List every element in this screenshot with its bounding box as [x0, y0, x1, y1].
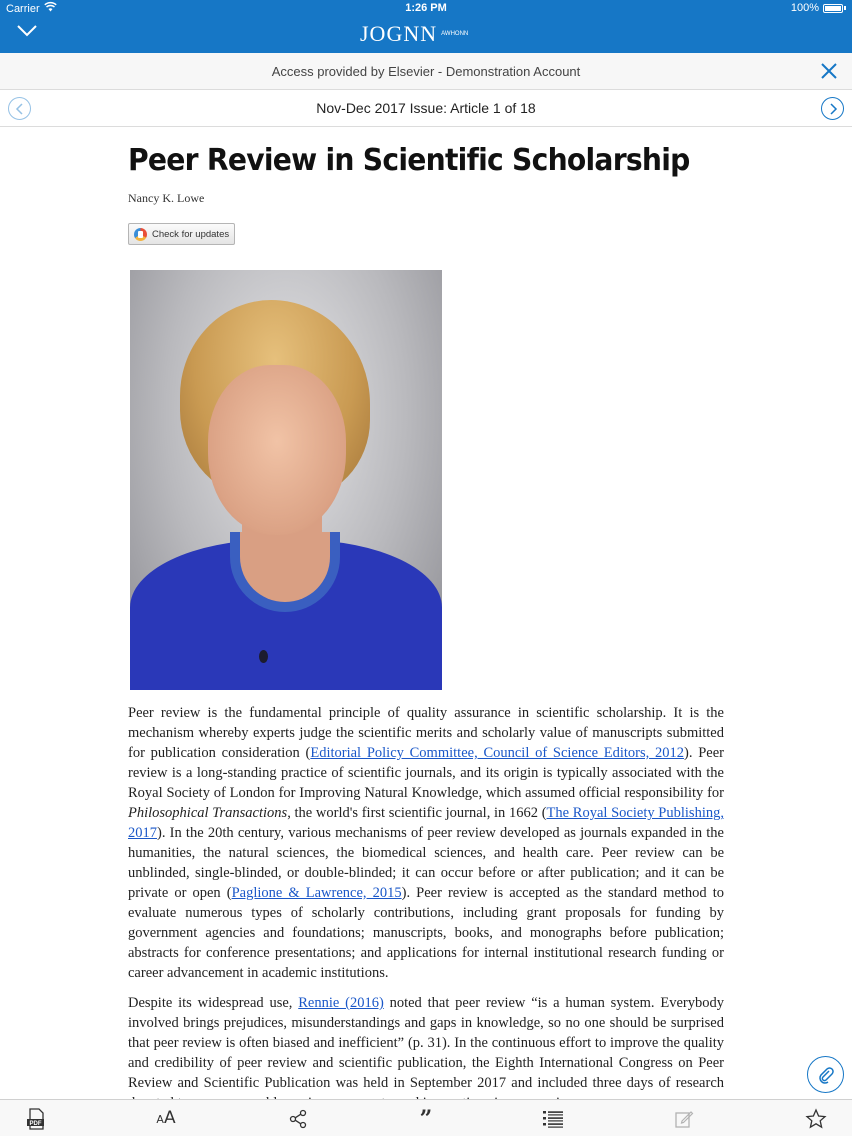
p2-text-a: Despite its widespread use,: [128, 995, 299, 1011]
citation-link-royal-society[interactable]: The Royal Society Publishing, 2017: [128, 805, 724, 841]
bottom-toolbar: [0, 1099, 852, 1136]
access-text: Access provided by Elsevier - Demonstration Account: [271, 64, 581, 79]
top-bar: [0, 0, 852, 53]
logo-badge: AWHONN: [441, 30, 469, 37]
citation-link-editorial-policy[interactable]: Editorial Policy Committee, Council of Science Editors, 2012: [310, 745, 685, 761]
font-size-button[interactable]: [154, 1107, 178, 1131]
status-bar: [0, 0, 852, 17]
issue-navigation: [0, 90, 852, 127]
article-title: Peer Review in Scientific Scholarship: [128, 143, 690, 178]
paragraph-1: [128, 703, 724, 983]
pdf-button[interactable]: [24, 1107, 48, 1131]
p1-text-c: , the world's first scientific journal, in 1662 (: [287, 805, 547, 821]
crossmark-icon: [134, 228, 147, 241]
font-size-big: A: [163, 1108, 176, 1128]
pdf-icon: [25, 1108, 47, 1130]
collapse-chevron-button[interactable]: [16, 24, 38, 44]
carrier-label: Carrier: [6, 2, 40, 15]
notes-button[interactable]: [672, 1107, 696, 1131]
battery-tip: [844, 6, 846, 10]
share-icon: [288, 1109, 308, 1129]
share-button[interactable]: [286, 1107, 310, 1131]
logo-text: JOGNN: [360, 21, 438, 46]
p1-text-d: ). In the 20th century, various mechanisms of peer review developed as journals expanded in the humanities, the natural sciences, the biomedical sciences, and health care. Peer review can be unblinded, single-blinded, or double-blinded; it can occur before or after publication; and it can be private or open (: [128, 825, 724, 901]
cite-button[interactable]: [414, 1107, 438, 1131]
photo-pendant: [259, 650, 268, 663]
author-photo: [130, 270, 442, 677]
outline-button[interactable]: [541, 1107, 565, 1131]
article-author: Nancy K. Lowe: [128, 191, 205, 205]
battery-icon: [823, 4, 843, 13]
citation-link-paglione[interactable]: Paglione & Lawrence, 2015: [231, 885, 402, 901]
access-banner: [0, 53, 852, 90]
font-size-small: A: [156, 1113, 164, 1126]
list-icon: [542, 1109, 564, 1129]
pdf-icon-label: PDF: [29, 1121, 42, 1127]
check-for-updates-label: Check for updates: [152, 228, 230, 240]
check-for-updates-button[interactable]: [128, 223, 235, 245]
close-icon: [820, 62, 838, 80]
paperclip-icon: [817, 1066, 835, 1084]
close-banner-button[interactable]: [820, 62, 838, 80]
font-size-icon: [156, 1109, 175, 1129]
p1-text-e: ). Peer review is accepted as the standard method to evaluate numerous types of scholarly contributions, including grant proposals for funding by government agencies and foundations; manuscripts, books, and monographs before publication; abstracts for conference presentations; and applications for internal institutional research funding or career advancement in academic institutions.: [128, 885, 725, 981]
journal-logo: [360, 20, 492, 48]
p1-italic-title: Philosophical Transactions: [128, 805, 288, 821]
note-edit-icon: [674, 1109, 694, 1129]
citation-link-rennie[interactable]: Rennie (2016): [298, 995, 384, 1011]
article-body: [128, 127, 724, 1113]
chevron-right-icon: [828, 103, 838, 115]
bookmark-button[interactable]: [804, 1107, 828, 1131]
battery-percent: 100%: [790, 2, 819, 14]
quote-icon: ”: [419, 1106, 433, 1132]
star-icon: [805, 1108, 827, 1130]
status-time: 1:26 PM: [405, 2, 447, 14]
paragraph-2: [128, 993, 724, 1113]
p1-text-b: ). Peer review is a long-standing practice of scientific journals, and its origin is typically associated with the Royal Society of London for Improving Natural Knowledge, which assumed official responsibility for: [128, 745, 724, 801]
issue-label: Nov-Dec 2017 Issue: Article 1 of 18: [316, 100, 536, 116]
next-article-button[interactable]: [821, 97, 844, 120]
p2-text-b: noted that peer review “is a human system. Everybody involved brings prejudices, misunderstandings and gaps in knowledge, so no one should be surprised that peer review is often biased and inefficient” (p. 31). In the continuous effort to improve the quality and credibility of peer review and scientific publication, the Eighth International Congress on Peer Review and Scientific Publication was held in September 2017 and included three days of research: [128, 995, 724, 1091]
p1-text-a: Peer review is the fundamental principle of quality assurance in scientific scholarship. It is the mechanism whereby experts judge the scientific merits and scholarly value of manuscripts submitted for publication consideration (: [128, 705, 724, 761]
battery-info: [791, 2, 846, 14]
photo-face: [208, 365, 346, 535]
article-content[interactable]: [0, 127, 852, 1099]
attachments-button[interactable]: [807, 1056, 844, 1093]
